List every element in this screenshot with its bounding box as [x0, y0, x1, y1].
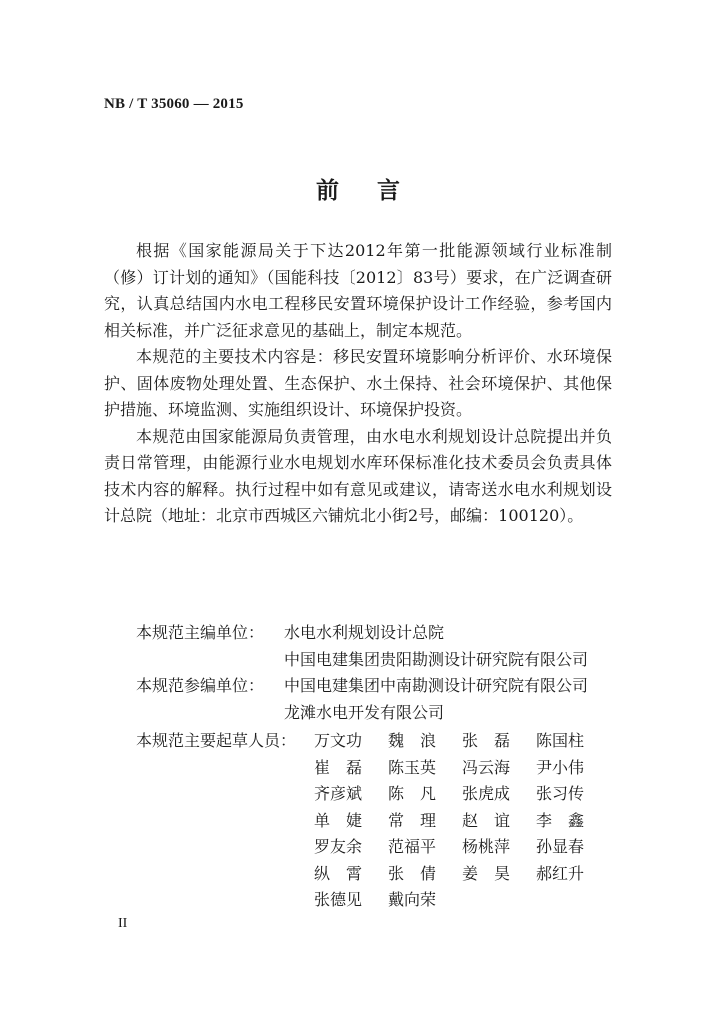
page-number: II — [118, 916, 128, 931]
chief-unit-name: 中国电建集团贵阳勘测设计研究院有限公司 — [284, 649, 589, 669]
drafter-name: 张习传 — [536, 784, 585, 803]
drafter-name: 张虎成 — [462, 784, 511, 803]
drafter-name: 万文功 — [314, 731, 363, 750]
drafter-name: 陈玉英 — [388, 757, 437, 777]
participating-unit-name: 龙滩水电开发有限公司 — [284, 702, 445, 722]
page-title: 前言 — [316, 177, 438, 204]
drafter-name: 单 婕 — [314, 810, 363, 830]
participating-units-label: 本规范参编单位： — [136, 676, 265, 695]
drafter-name-grid — [314, 728, 610, 914]
drafter-name: 陈 凡 — [388, 784, 437, 803]
paragraph-main-content: 本规范的主要技术内容是：移民安置环境影响分析评价、水环境保护、固体废物处理处置、生态保护、水土保持、社会环境保护、其他保护措施、环境监测、实施组织设计、环境保护投资。 — [104, 347, 612, 419]
participating-unit-name: 中国电建集团中南勘测设计研究院有限公司 — [284, 676, 589, 695]
drafter-name: 杨桃萍 — [462, 837, 511, 856]
participating-unit-row — [136, 673, 588, 700]
chief-units-label: 本规范主编单位： — [136, 623, 265, 642]
drafter-name: 赵 谊 — [462, 810, 511, 830]
drafter-name: 罗友余 — [314, 837, 363, 856]
drafter-name: 张 倩 — [388, 863, 437, 883]
drafter-name: 孙显春 — [536, 837, 585, 856]
drafter-name: 齐彦斌 — [314, 784, 363, 803]
chief-unit-row — [136, 620, 588, 647]
drafter-name: 陈国柱 — [536, 731, 585, 750]
drafter-name: 李 鑫 — [536, 810, 585, 830]
paragraph-basis: 根据《国家能源局关于下达2012年第一批能源领域行业标准制（修）订计划的通知》（国能科技〔2012〕83号）要求，在广泛调查研究，认真总结国内水电工程移民安置环境保护设计工作经验，参考国内相关标准，并广泛征求意见的基础上，制定本规范。 — [104, 241, 612, 340]
drafter-name: 尹小伟 — [536, 757, 585, 777]
drafter-name: 冯云海 — [462, 757, 511, 777]
participating-unit-row — [136, 700, 588, 727]
drafter-name: 张德见 — [314, 890, 363, 909]
standard-code: NB / T 35060 — 2015 — [104, 96, 244, 112]
units-section — [136, 620, 588, 726]
drafters-label: 本规范主要起草人员： — [136, 731, 297, 750]
drafter-name: 戴向荣 — [388, 890, 437, 909]
drafter-name: 郝红升 — [536, 863, 585, 883]
chief-unit-name: 水电水利规划设计总院 — [284, 623, 445, 642]
drafter-name: 常 理 — [388, 810, 437, 830]
chief-unit-row — [136, 647, 588, 674]
drafter-name: 张 磊 — [462, 731, 511, 750]
drafter-name: 姜 昊 — [462, 863, 511, 883]
paragraph-management: 本规范由国家能源局负责管理，由水电水利规划设计总院提出并负责日常管理，由能源行业水电规划水库环保标准化技术委员会负责具体技术内容的解释。执行过程中如有意见或建议，请寄送水电水利规划设计总院（地址：北京市西城区六铺炕北小街2号，邮编：100120）。 — [104, 426, 612, 525]
drafter-name: 崔 磊 — [314, 757, 363, 777]
foreword-body — [104, 238, 612, 530]
drafter-name: 纵 霄 — [314, 863, 363, 883]
drafter-name: 范福平 — [388, 837, 437, 856]
drafter-name: 魏 浪 — [388, 731, 437, 750]
